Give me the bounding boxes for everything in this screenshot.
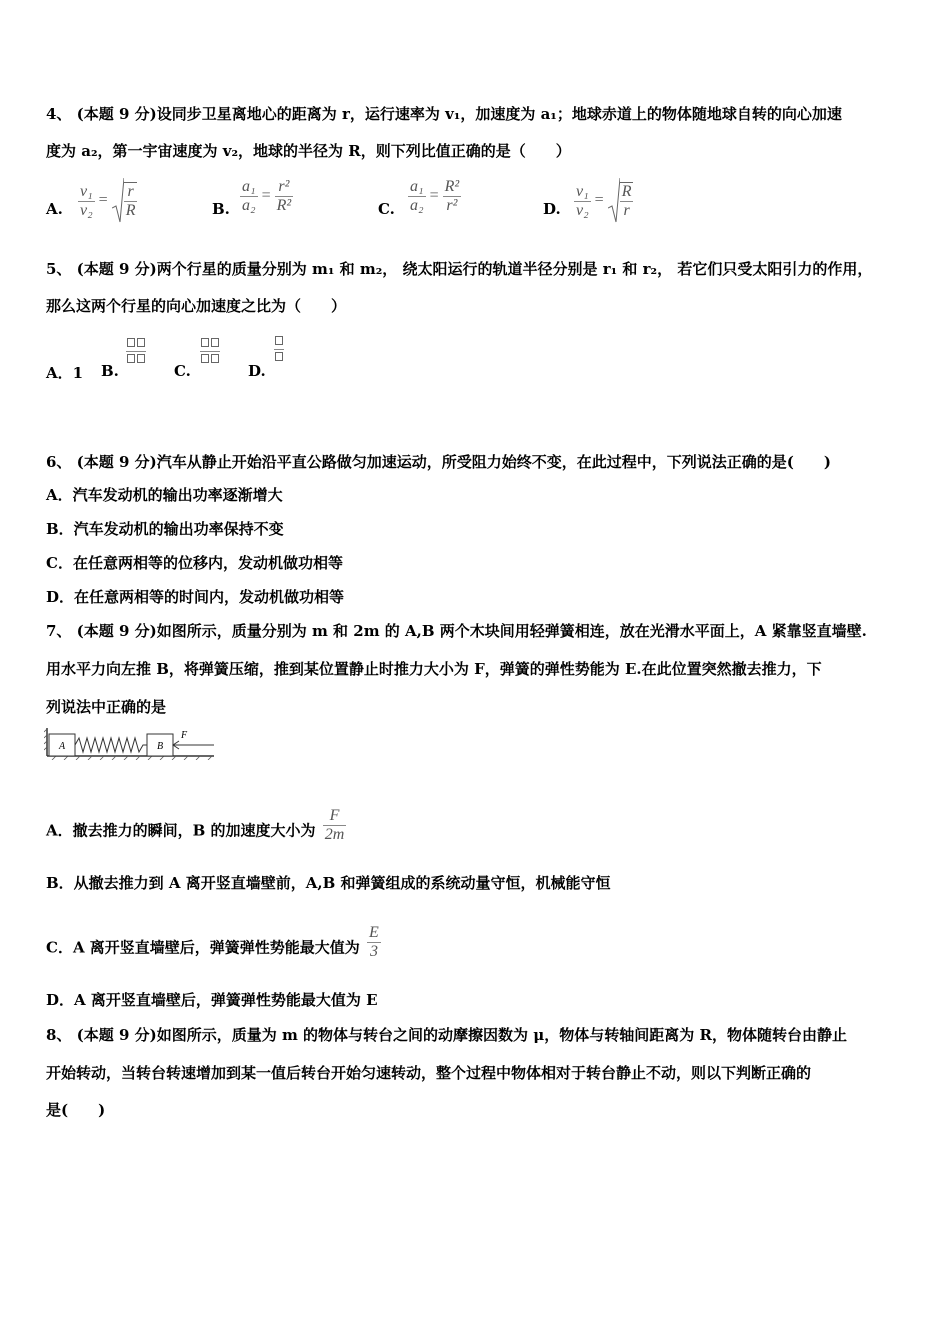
q6-option-d[interactable]: D．在任意两相等的时间内，发动机做功相等: [46, 588, 345, 606]
q7-option-b[interactable]: B．从撤去推力到 A 离开竖直墙壁前，A,B 和弹簧组成的系统动量守恒，机械能守恒: [46, 874, 611, 892]
block-b-label: B: [156, 741, 164, 752]
q4-option-a-label: A.: [46, 200, 63, 218]
force-label: F: [181, 730, 188, 741]
q8-line2: 开始转动，当转台转速增加到某一值后转台开始匀速转动，整个过程中物体相对于转台静止不动，则以下判断正确的: [46, 1064, 812, 1082]
q4-option-c[interactable]: [378, 200, 395, 218]
spring-blocks-figure: [44, 726, 216, 760]
q4-option-b-formula: $\frac{\text{a₁}}{\text{a₂}}$ = $\frac{\text{r²}}{\text{R²}}$: [242, 178, 292, 214]
q7-option-a-text: A．撤去推力的瞬间，B 的加速度大小为: [46, 821, 316, 840]
q4-option-a[interactable]: [46, 200, 63, 218]
q7-option-a-fraction: $\frac{F}{2m}$: [324, 807, 345, 843]
block-a-label: A: [58, 741, 66, 752]
q4-option-b[interactable]: [212, 200, 230, 218]
q4-line2: 度为 a₂，第一宇宙速度为 v₂，地球的半径为 R，则下列比值正确的是（ ）: [46, 142, 571, 160]
spring: [75, 738, 147, 752]
q4-option-c-formula: $\frac{\text{a₁}}{\text{a₂}}$ = $\frac{\text{R²}}{\text{r²}}$: [410, 178, 460, 214]
q4-line1: 4、 (本题 9 分)设同步卫星离地心的距离为 r，运行速率为 v₁，加速度为 a₁；地球赤道上的物体随地球自转的向心加速: [46, 105, 842, 123]
q7-line3: 列说法中正确的是: [46, 698, 167, 716]
q8-line1: 8、 (本题 9 分)如图所示，质量为 m 的物体与转台之间的动摩擦因数为 μ，物体与转轴间距离为 R，物体随转台由静止: [46, 1026, 847, 1044]
q8-line3: 是( ): [46, 1101, 106, 1119]
q5-option-c[interactable]: C.: [174, 362, 191, 380]
q4-option-b-label: B.: [212, 200, 230, 218]
q5-option-b[interactable]: B.: [101, 362, 119, 380]
q4-option-d-label: D.: [543, 200, 561, 218]
q7-option-a[interactable]: [46, 807, 346, 850]
q7-option-c[interactable]: [46, 924, 381, 967]
q5-option-d[interactable]: D.: [248, 362, 266, 380]
sqrt-icon: [112, 178, 124, 224]
q4-option-d-formula: $\frac{\text{v₁}}{\text{v₂}}$ = $\frac{R}{r}$: [574, 178, 633, 224]
q5-line2: 那么这两个行星的向心加速度之比为（ ）: [46, 297, 347, 315]
q5-option-a[interactable]: A．1: [46, 364, 84, 382]
q7-line1: 7、 (本题 9 分)如图所示，质量分别为 m 和 2m 的 A,B 两个木块间用轻弹簧相连，放在光滑水平面上，A 紧靠竖直墙壁.: [46, 622, 867, 640]
q4-option-a-formula: $\frac{\text{v₁}}{\text{v₂}}$ = $\frac{r}{R}$: [78, 178, 137, 224]
q7-option-c-fraction: $\frac{E}{3}$: [369, 924, 379, 960]
q6-option-c[interactable]: C．在任意两相等的位移内，发动机做功相等: [46, 554, 343, 572]
q5-line1: 5、 (本题 9 分)两个行星的质量分别为 m₁ 和 m₂， 绕太阳运行的轨道半径分别是 r₁ 和 r₂， 若它们只受太阳引力的作用，: [46, 260, 873, 278]
q7-option-c-text: C．A 离开竖直墙壁后，弹簧弹性势能最大值为: [46, 938, 360, 957]
q5-option-b-formula: [126, 338, 146, 365]
q6-line1: 6、 (本题 9 分)汽车从静止开始沿平直公路做匀加速运动，所受阻力始终不变，在此过程中，下列说法正确的是( ): [46, 453, 831, 471]
q5-option-c-formula: [200, 338, 220, 365]
q7-option-d[interactable]: D．A 离开竖直墙壁后，弹簧弹性势能最大值为 E: [46, 991, 378, 1009]
q6-option-a[interactable]: A．汽车发动机的输出功率逐渐增大: [46, 486, 283, 504]
q5-option-d-formula: [274, 336, 284, 363]
q7-line2: 用水平力向左推 B，将弹簧压缩，推到某位置静止时推力大小为 F，弹簧的弹性势能为 E.在此位置突然撤去推力，下: [46, 660, 822, 678]
q4-option-c-label: C.: [378, 200, 395, 218]
q4-option-d[interactable]: [543, 200, 561, 218]
q6-option-b[interactable]: B．汽车发动机的输出功率保持不变: [46, 520, 284, 538]
sqrt-icon: [608, 178, 620, 224]
